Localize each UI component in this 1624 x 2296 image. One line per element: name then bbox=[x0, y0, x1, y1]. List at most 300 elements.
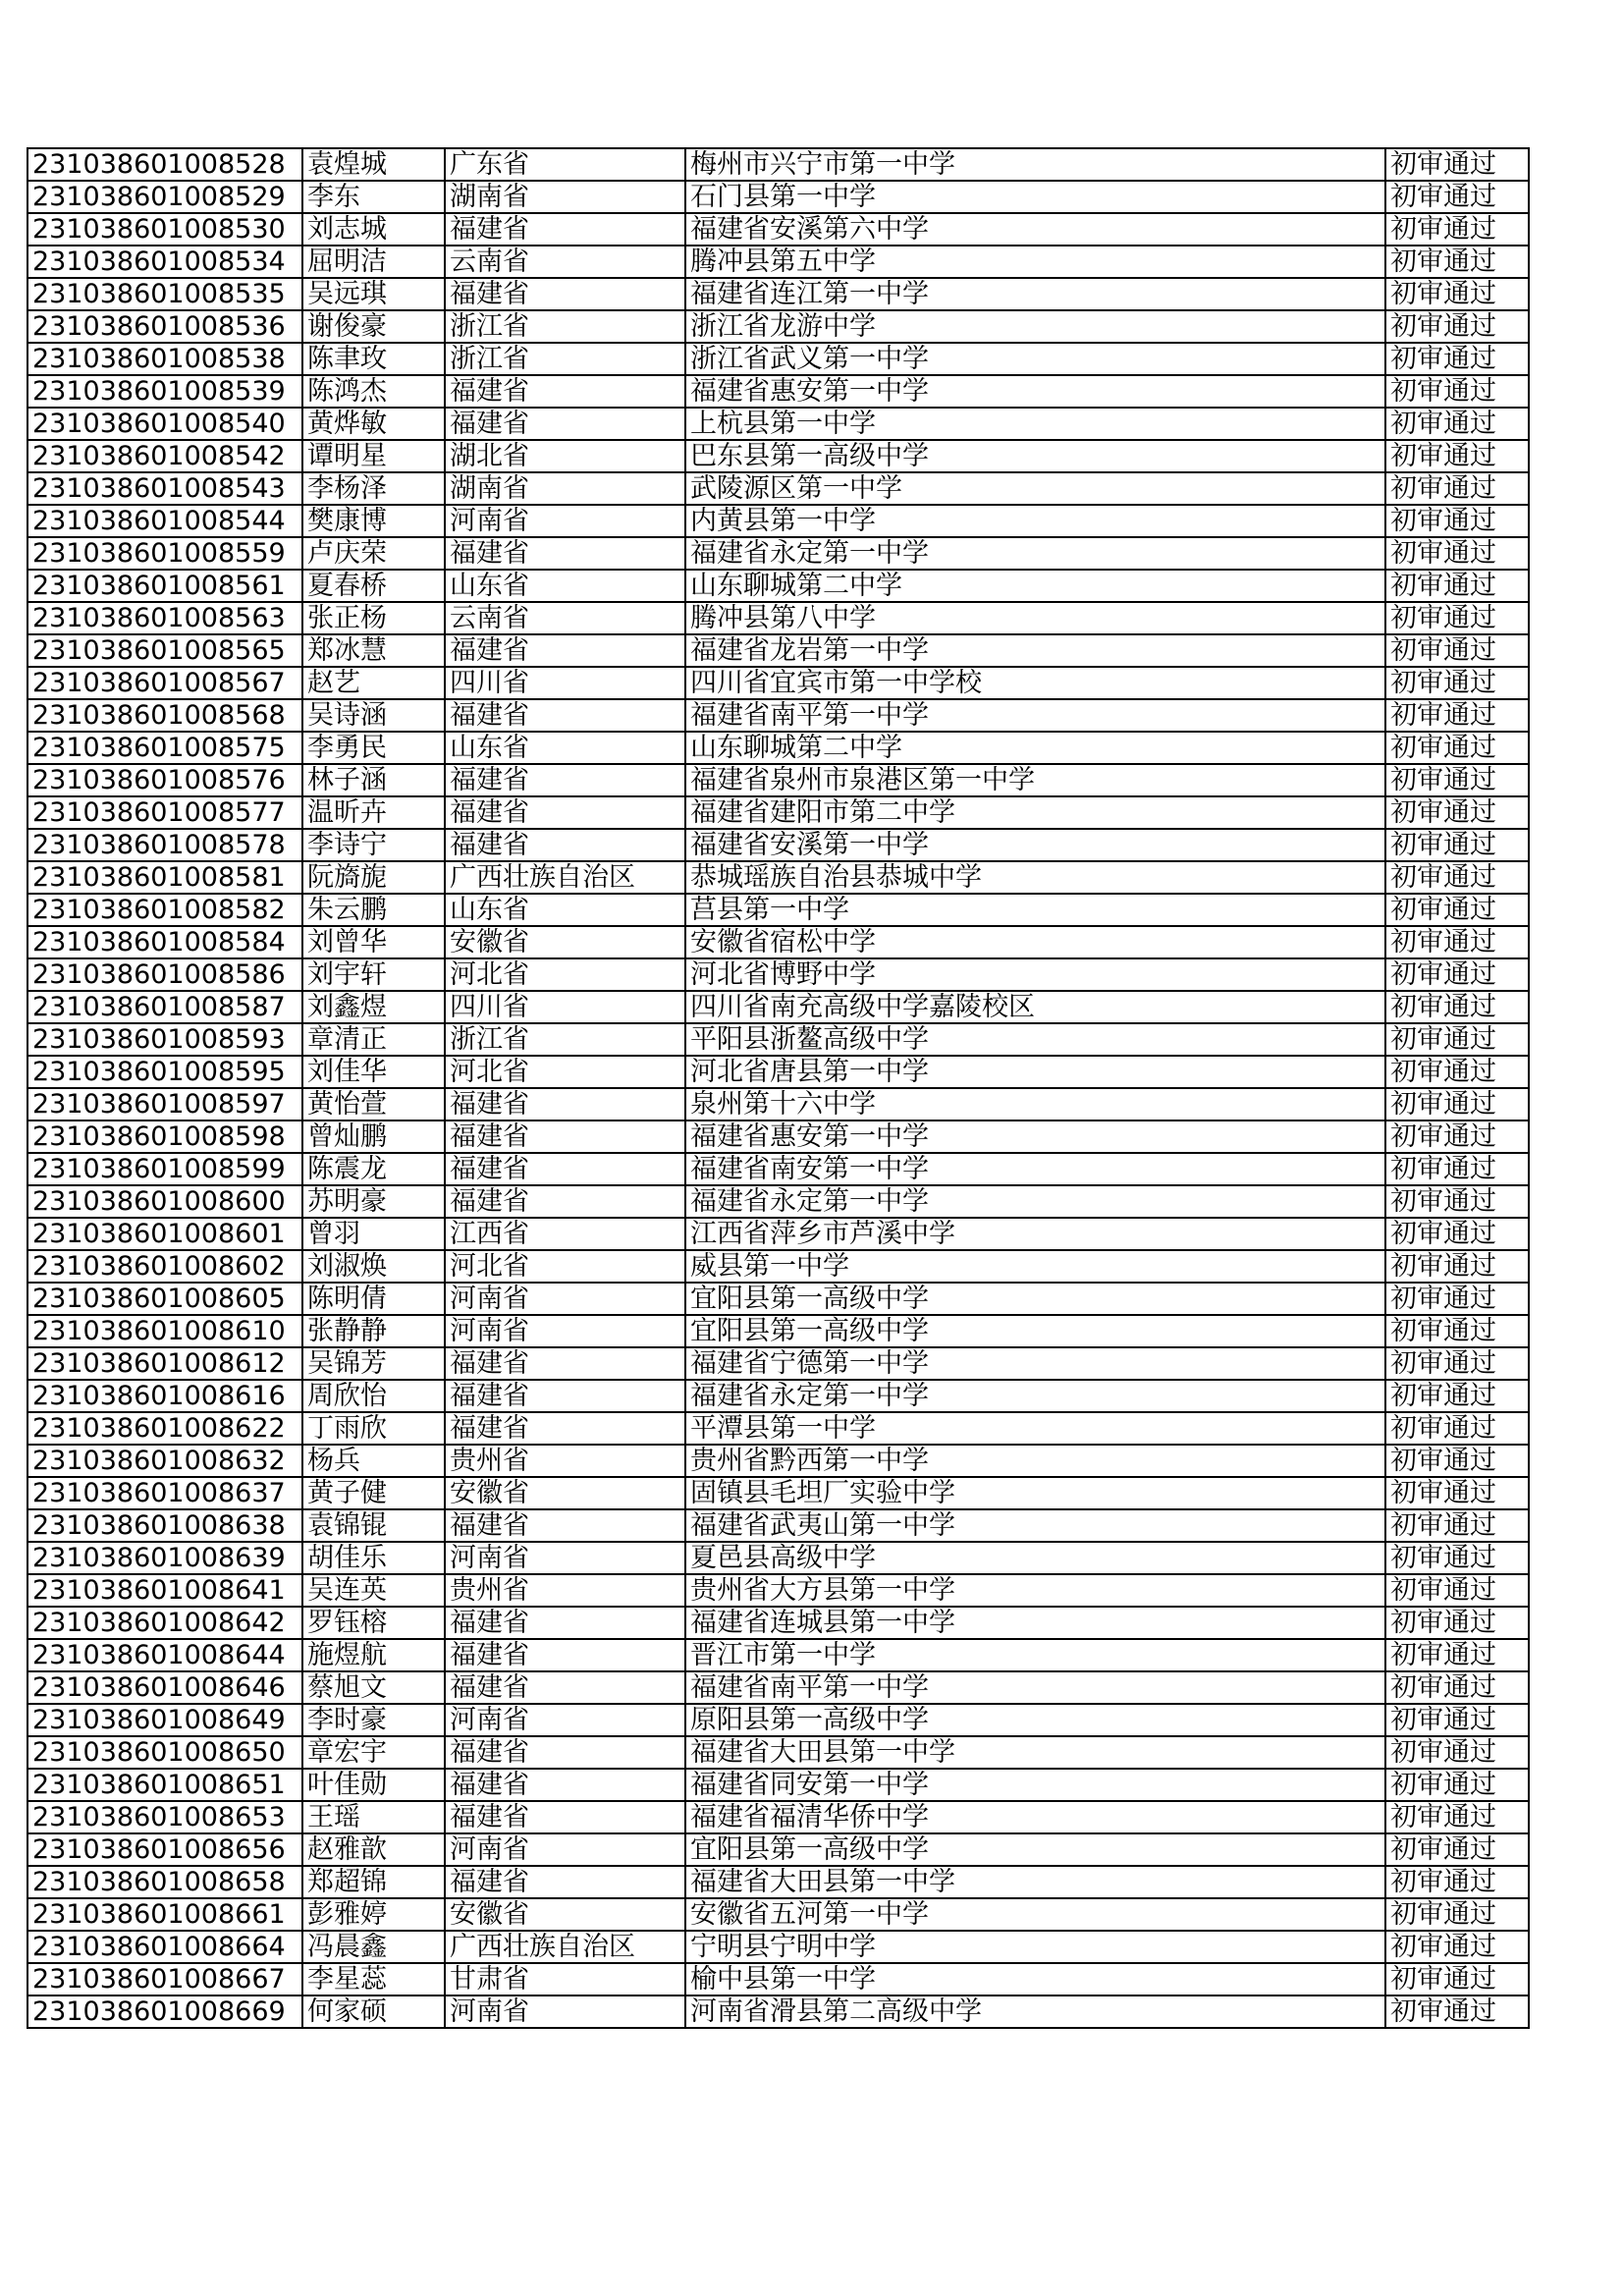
applicant-id-cell: 231038601008653 bbox=[27, 1801, 302, 1833]
table-row bbox=[27, 1088, 1529, 1121]
review-status-cell: 初审通过 bbox=[1385, 1995, 1529, 2028]
province-cell: 云南省 bbox=[445, 246, 685, 278]
table-row bbox=[27, 1704, 1529, 1736]
applicant-id-cell: 231038601008649 bbox=[27, 1704, 302, 1736]
school-cell: 福建省泉州市泉港区第一中学 bbox=[685, 764, 1385, 796]
name-cell: 蔡旭文 bbox=[302, 1671, 445, 1704]
school-cell: 福建省惠安第一中学 bbox=[685, 375, 1385, 408]
name-cell: 李勇民 bbox=[302, 732, 445, 764]
review-status-cell: 初审通过 bbox=[1385, 1671, 1529, 1704]
table-row bbox=[27, 1542, 1529, 1574]
review-status-cell: 初审通过 bbox=[1385, 1769, 1529, 1801]
school-cell: 腾冲县第五中学 bbox=[685, 246, 1385, 278]
name-cell: 曾灿鹏 bbox=[302, 1121, 445, 1153]
table-row bbox=[27, 148, 1529, 181]
province-cell: 福建省 bbox=[445, 1347, 685, 1380]
school-cell: 浙江省龙游中学 bbox=[685, 310, 1385, 343]
applicant-id-cell: 231038601008661 bbox=[27, 1898, 302, 1931]
review-status-cell: 初审通过 bbox=[1385, 991, 1529, 1023]
province-cell: 江西省 bbox=[445, 1218, 685, 1250]
review-status-cell: 初审通过 bbox=[1385, 1250, 1529, 1283]
review-status-cell: 初审通过 bbox=[1385, 213, 1529, 246]
applicant-id-cell: 231038601008575 bbox=[27, 732, 302, 764]
table-row bbox=[27, 1380, 1529, 1412]
table-row bbox=[27, 440, 1529, 472]
school-cell: 福建省大田县第一中学 bbox=[685, 1866, 1385, 1898]
name-cell: 吴连英 bbox=[302, 1574, 445, 1607]
name-cell: 屈明洁 bbox=[302, 246, 445, 278]
table-row bbox=[27, 1056, 1529, 1088]
school-cell: 福建省惠安第一中学 bbox=[685, 1121, 1385, 1153]
review-status-cell: 初审通过 bbox=[1385, 278, 1529, 310]
name-cell: 赵雅歆 bbox=[302, 1833, 445, 1866]
school-cell: 平潭县第一中学 bbox=[685, 1412, 1385, 1445]
review-status-cell: 初审通过 bbox=[1385, 829, 1529, 861]
table-row bbox=[27, 1866, 1529, 1898]
province-cell: 福建省 bbox=[445, 1509, 685, 1542]
applicant-id-cell: 231038601008598 bbox=[27, 1121, 302, 1153]
school-cell: 四川省南充高级中学嘉陵校区 bbox=[685, 991, 1385, 1023]
review-status-cell: 初审通过 bbox=[1385, 440, 1529, 472]
applicant-id-cell: 231038601008539 bbox=[27, 375, 302, 408]
school-cell: 石门县第一中学 bbox=[685, 181, 1385, 213]
applicant-id-cell: 231038601008646 bbox=[27, 1671, 302, 1704]
school-cell: 福建省连江第一中学 bbox=[685, 278, 1385, 310]
applicant-id-cell: 231038601008577 bbox=[27, 796, 302, 829]
province-cell: 福建省 bbox=[445, 1801, 685, 1833]
applicant-id-cell: 231038601008642 bbox=[27, 1607, 302, 1639]
table-row bbox=[27, 375, 1529, 408]
review-status-cell: 初审通过 bbox=[1385, 1088, 1529, 1121]
applicant-id-cell: 231038601008567 bbox=[27, 667, 302, 699]
table-row bbox=[27, 1671, 1529, 1704]
table-row bbox=[27, 570, 1529, 602]
applicant-id-cell: 231038601008595 bbox=[27, 1056, 302, 1088]
name-cell: 黄怡萱 bbox=[302, 1088, 445, 1121]
applicant-id-cell: 231038601008565 bbox=[27, 634, 302, 667]
table-row bbox=[27, 1185, 1529, 1218]
province-cell: 福建省 bbox=[445, 1412, 685, 1445]
review-status-cell: 初审通过 bbox=[1385, 1542, 1529, 1574]
name-cell: 吴诗涵 bbox=[302, 699, 445, 732]
review-status-cell: 初审通过 bbox=[1385, 667, 1529, 699]
province-cell: 福建省 bbox=[445, 829, 685, 861]
table-row bbox=[27, 861, 1529, 894]
province-cell: 福建省 bbox=[445, 1185, 685, 1218]
school-cell: 四川省宜宾市第一中学校 bbox=[685, 667, 1385, 699]
name-cell: 袁锦锟 bbox=[302, 1509, 445, 1542]
name-cell: 苏明豪 bbox=[302, 1185, 445, 1218]
review-status-cell: 初审通过 bbox=[1385, 1704, 1529, 1736]
applicant-id-cell: 231038601008651 bbox=[27, 1769, 302, 1801]
school-cell: 榆中县第一中学 bbox=[685, 1963, 1385, 1995]
school-cell: 腾冲县第八中学 bbox=[685, 602, 1385, 634]
table-row bbox=[27, 894, 1529, 926]
name-cell: 郑超锦 bbox=[302, 1866, 445, 1898]
school-cell: 河北省博野中学 bbox=[685, 958, 1385, 991]
applicant-id-cell: 231038601008534 bbox=[27, 246, 302, 278]
school-cell: 福建省安溪第一中学 bbox=[685, 829, 1385, 861]
applicant-id-cell: 231038601008602 bbox=[27, 1250, 302, 1283]
province-cell: 浙江省 bbox=[445, 310, 685, 343]
school-cell: 福建省建阳市第二中学 bbox=[685, 796, 1385, 829]
review-status-cell: 初审通过 bbox=[1385, 926, 1529, 958]
province-cell: 湖南省 bbox=[445, 181, 685, 213]
province-cell: 广东省 bbox=[445, 148, 685, 181]
review-status-cell: 初审通过 bbox=[1385, 1477, 1529, 1509]
applicant-id-cell: 231038601008540 bbox=[27, 408, 302, 440]
table-row bbox=[27, 1153, 1529, 1185]
applicant-id-cell: 231038601008576 bbox=[27, 764, 302, 796]
table-row bbox=[27, 699, 1529, 732]
applicant-id-cell: 231038601008529 bbox=[27, 181, 302, 213]
school-cell: 晋江市第一中学 bbox=[685, 1639, 1385, 1671]
school-cell: 固镇县毛坦厂实验中学 bbox=[685, 1477, 1385, 1509]
province-cell: 福建省 bbox=[445, 1380, 685, 1412]
name-cell: 卢庆荣 bbox=[302, 537, 445, 570]
school-cell: 福建省宁德第一中学 bbox=[685, 1347, 1385, 1380]
name-cell: 章宏宇 bbox=[302, 1736, 445, 1769]
review-status-cell: 初审通过 bbox=[1385, 1607, 1529, 1639]
table-row bbox=[27, 1963, 1529, 1995]
applicant-id-cell: 231038601008563 bbox=[27, 602, 302, 634]
table-row bbox=[27, 958, 1529, 991]
school-cell: 巴东县第一高级中学 bbox=[685, 440, 1385, 472]
name-cell: 曾羽 bbox=[302, 1218, 445, 1250]
applicant-id-cell: 231038601008586 bbox=[27, 958, 302, 991]
school-cell: 宜阳县第一高级中学 bbox=[685, 1283, 1385, 1315]
review-status-cell: 初审通过 bbox=[1385, 764, 1529, 796]
table-row bbox=[27, 1736, 1529, 1769]
school-cell: 上杭县第一中学 bbox=[685, 408, 1385, 440]
review-status-cell: 初审通过 bbox=[1385, 1347, 1529, 1380]
province-cell: 河南省 bbox=[445, 1833, 685, 1866]
name-cell: 吴远琪 bbox=[302, 278, 445, 310]
applicant-id-cell: 231038601008584 bbox=[27, 926, 302, 958]
table-row bbox=[27, 1477, 1529, 1509]
school-cell: 山东聊城第二中学 bbox=[685, 732, 1385, 764]
review-status-cell: 初审通过 bbox=[1385, 343, 1529, 375]
province-cell: 河北省 bbox=[445, 1056, 685, 1088]
school-cell: 内黄县第一中学 bbox=[685, 505, 1385, 537]
applicant-id-cell: 231038601008616 bbox=[27, 1380, 302, 1412]
name-cell: 黄子健 bbox=[302, 1477, 445, 1509]
applicant-id-cell: 231038601008593 bbox=[27, 1023, 302, 1056]
province-cell: 福建省 bbox=[445, 1866, 685, 1898]
review-status-cell: 初审通过 bbox=[1385, 375, 1529, 408]
table-row bbox=[27, 278, 1529, 310]
table-row bbox=[27, 634, 1529, 667]
name-cell: 樊康博 bbox=[302, 505, 445, 537]
school-cell: 浙江省武义第一中学 bbox=[685, 343, 1385, 375]
name-cell: 章清正 bbox=[302, 1023, 445, 1056]
applicant-id-cell: 231038601008597 bbox=[27, 1088, 302, 1121]
table-row bbox=[27, 1347, 1529, 1380]
school-cell: 福建省同安第一中学 bbox=[685, 1769, 1385, 1801]
applicant-id-cell: 231038601008535 bbox=[27, 278, 302, 310]
applicant-id-cell: 231038601008561 bbox=[27, 570, 302, 602]
school-cell: 平阳县浙鳌高级中学 bbox=[685, 1023, 1385, 1056]
name-cell: 陈聿玫 bbox=[302, 343, 445, 375]
province-cell: 河南省 bbox=[445, 505, 685, 537]
school-cell: 福建省福清华侨中学 bbox=[685, 1801, 1385, 1833]
applicant-id-cell: 231038601008664 bbox=[27, 1931, 302, 1963]
review-status-cell: 初审通过 bbox=[1385, 472, 1529, 505]
school-cell: 河南省滑县第二高级中学 bbox=[685, 1995, 1385, 2028]
review-status-cell: 初审通过 bbox=[1385, 1445, 1529, 1477]
school-cell: 恭城瑶族自治县恭城中学 bbox=[685, 861, 1385, 894]
table-row bbox=[27, 343, 1529, 375]
applicant-id-cell: 231038601008543 bbox=[27, 472, 302, 505]
province-cell: 安徽省 bbox=[445, 1898, 685, 1931]
applicant-id-cell: 231038601008528 bbox=[27, 148, 302, 181]
name-cell: 周欣怡 bbox=[302, 1380, 445, 1412]
name-cell: 李东 bbox=[302, 181, 445, 213]
province-cell: 福建省 bbox=[445, 1121, 685, 1153]
table-row bbox=[27, 829, 1529, 861]
province-cell: 贵州省 bbox=[445, 1445, 685, 1477]
review-status-cell: 初审通过 bbox=[1385, 1509, 1529, 1542]
applicant-id-cell: 231038601008669 bbox=[27, 1995, 302, 2028]
applicant-id-cell: 231038601008578 bbox=[27, 829, 302, 861]
review-status-cell: 初审通过 bbox=[1385, 1185, 1529, 1218]
name-cell: 吴锦芳 bbox=[302, 1347, 445, 1380]
table-row bbox=[27, 1121, 1529, 1153]
name-cell: 杨兵 bbox=[302, 1445, 445, 1477]
name-cell: 李杨泽 bbox=[302, 472, 445, 505]
province-cell: 山东省 bbox=[445, 894, 685, 926]
applicant-id-cell: 231038601008612 bbox=[27, 1347, 302, 1380]
review-status-cell: 初审通过 bbox=[1385, 408, 1529, 440]
review-status-cell: 初审通过 bbox=[1385, 732, 1529, 764]
review-status-cell: 初审通过 bbox=[1385, 699, 1529, 732]
table-row bbox=[27, 1445, 1529, 1477]
applicant-id-cell: 231038601008559 bbox=[27, 537, 302, 570]
applicant-id-cell: 231038601008530 bbox=[27, 213, 302, 246]
province-cell: 福建省 bbox=[445, 1607, 685, 1639]
school-cell: 原阳县第一高级中学 bbox=[685, 1704, 1385, 1736]
table-row bbox=[27, 505, 1529, 537]
province-cell: 安徽省 bbox=[445, 1477, 685, 1509]
name-cell: 胡佳乐 bbox=[302, 1542, 445, 1574]
applicant-id-cell: 231038601008644 bbox=[27, 1639, 302, 1671]
school-cell: 福建省大田县第一中学 bbox=[685, 1736, 1385, 1769]
province-cell: 广西壮族自治区 bbox=[445, 861, 685, 894]
name-cell: 陈震龙 bbox=[302, 1153, 445, 1185]
table-row bbox=[27, 1898, 1529, 1931]
school-cell: 福建省武夷山第一中学 bbox=[685, 1509, 1385, 1542]
province-cell: 河南省 bbox=[445, 1542, 685, 1574]
table-row bbox=[27, 1833, 1529, 1866]
name-cell: 何家硕 bbox=[302, 1995, 445, 2028]
applicant-id-cell: 231038601008568 bbox=[27, 699, 302, 732]
province-cell: 福建省 bbox=[445, 1088, 685, 1121]
table-row bbox=[27, 732, 1529, 764]
applicant-id-cell: 231038601008667 bbox=[27, 1963, 302, 1995]
table-row bbox=[27, 1250, 1529, 1283]
table-row bbox=[27, 1412, 1529, 1445]
province-cell: 福建省 bbox=[445, 796, 685, 829]
table-row bbox=[27, 213, 1529, 246]
applicant-id-cell: 231038601008587 bbox=[27, 991, 302, 1023]
province-cell: 湖南省 bbox=[445, 472, 685, 505]
table-row bbox=[27, 246, 1529, 278]
school-cell: 武陵源区第一中学 bbox=[685, 472, 1385, 505]
school-cell: 夏邑县高级中学 bbox=[685, 1542, 1385, 1574]
school-cell: 贵州省大方县第一中学 bbox=[685, 1574, 1385, 1607]
province-cell: 河南省 bbox=[445, 1995, 685, 2028]
province-cell: 福建省 bbox=[445, 278, 685, 310]
province-cell: 河北省 bbox=[445, 1250, 685, 1283]
review-status-cell: 初审通过 bbox=[1385, 181, 1529, 213]
review-status-cell: 初审通过 bbox=[1385, 1315, 1529, 1347]
school-cell: 莒县第一中学 bbox=[685, 894, 1385, 926]
table-row bbox=[27, 472, 1529, 505]
review-status-cell: 初审通过 bbox=[1385, 602, 1529, 634]
province-cell: 福建省 bbox=[445, 408, 685, 440]
review-status-cell: 初审通过 bbox=[1385, 796, 1529, 829]
table-row bbox=[27, 991, 1529, 1023]
table-row bbox=[27, 926, 1529, 958]
name-cell: 冯晨鑫 bbox=[302, 1931, 445, 1963]
school-cell: 河北省唐县第一中学 bbox=[685, 1056, 1385, 1088]
review-status-cell: 初审通过 bbox=[1385, 1023, 1529, 1056]
review-status-cell: 初审通过 bbox=[1385, 1866, 1529, 1898]
table-row bbox=[27, 1769, 1529, 1801]
review-status-cell: 初审通过 bbox=[1385, 1218, 1529, 1250]
province-cell: 福建省 bbox=[445, 634, 685, 667]
table-row bbox=[27, 1995, 1529, 2028]
review-status-cell: 初审通过 bbox=[1385, 1283, 1529, 1315]
name-cell: 阮旖旎 bbox=[302, 861, 445, 894]
applicant-id-cell: 231038601008605 bbox=[27, 1283, 302, 1315]
applicant-id-cell: 231038601008599 bbox=[27, 1153, 302, 1185]
school-cell: 安徽省五河第一中学 bbox=[685, 1898, 1385, 1931]
name-cell: 施煜航 bbox=[302, 1639, 445, 1671]
name-cell: 刘佳华 bbox=[302, 1056, 445, 1088]
province-cell: 山东省 bbox=[445, 570, 685, 602]
review-status-cell: 初审通过 bbox=[1385, 505, 1529, 537]
applicant-id-cell: 231038601008632 bbox=[27, 1445, 302, 1477]
school-cell: 泉州第十六中学 bbox=[685, 1088, 1385, 1121]
province-cell: 甘肃省 bbox=[445, 1963, 685, 1995]
school-cell: 威县第一中学 bbox=[685, 1250, 1385, 1283]
applicant-id-cell: 231038601008582 bbox=[27, 894, 302, 926]
name-cell: 袁煌城 bbox=[302, 148, 445, 181]
table-row bbox=[27, 796, 1529, 829]
school-cell: 贵州省黔西第一中学 bbox=[685, 1445, 1385, 1477]
applicant-id-cell: 231038601008600 bbox=[27, 1185, 302, 1218]
name-cell: 丁雨欣 bbox=[302, 1412, 445, 1445]
applicant-id-cell: 231038601008542 bbox=[27, 440, 302, 472]
province-cell: 福建省 bbox=[445, 699, 685, 732]
name-cell: 林子涵 bbox=[302, 764, 445, 796]
school-cell: 江西省萍乡市芦溪中学 bbox=[685, 1218, 1385, 1250]
table-row bbox=[27, 602, 1529, 634]
review-status-cell: 初审通过 bbox=[1385, 1056, 1529, 1088]
province-cell: 安徽省 bbox=[445, 926, 685, 958]
province-cell: 云南省 bbox=[445, 602, 685, 634]
name-cell: 温昕卉 bbox=[302, 796, 445, 829]
name-cell: 刘淑焕 bbox=[302, 1250, 445, 1283]
name-cell: 李诗宁 bbox=[302, 829, 445, 861]
review-status-cell: 初审通过 bbox=[1385, 148, 1529, 181]
applicant-id-cell: 231038601008650 bbox=[27, 1736, 302, 1769]
name-cell: 刘曾华 bbox=[302, 926, 445, 958]
school-cell: 福建省南安第一中学 bbox=[685, 1153, 1385, 1185]
province-cell: 四川省 bbox=[445, 667, 685, 699]
province-cell: 河南省 bbox=[445, 1315, 685, 1347]
applicant-id-cell: 231038601008658 bbox=[27, 1866, 302, 1898]
name-cell: 叶佳勋 bbox=[302, 1769, 445, 1801]
school-cell: 山东聊城第二中学 bbox=[685, 570, 1385, 602]
applicant-id-cell: 231038601008601 bbox=[27, 1218, 302, 1250]
review-status-cell: 初审通过 bbox=[1385, 1898, 1529, 1931]
province-cell: 福建省 bbox=[445, 1736, 685, 1769]
school-cell: 安徽省宿松中学 bbox=[685, 926, 1385, 958]
applicant-id-cell: 231038601008581 bbox=[27, 861, 302, 894]
table-row bbox=[27, 667, 1529, 699]
name-cell: 彭雅婷 bbox=[302, 1898, 445, 1931]
province-cell: 山东省 bbox=[445, 732, 685, 764]
name-cell: 陈鸿杰 bbox=[302, 375, 445, 408]
school-cell: 福建省安溪第六中学 bbox=[685, 213, 1385, 246]
review-status-cell: 初审通过 bbox=[1385, 861, 1529, 894]
review-status-cell: 初审通过 bbox=[1385, 1574, 1529, 1607]
review-status-cell: 初审通过 bbox=[1385, 1736, 1529, 1769]
province-cell: 湖北省 bbox=[445, 440, 685, 472]
name-cell: 刘志城 bbox=[302, 213, 445, 246]
applicant-table bbox=[27, 147, 1530, 2029]
name-cell: 谭明星 bbox=[302, 440, 445, 472]
school-cell: 福建省连城县第一中学 bbox=[685, 1607, 1385, 1639]
applicant-id-cell: 231038601008544 bbox=[27, 505, 302, 537]
applicant-id-cell: 231038601008536 bbox=[27, 310, 302, 343]
table-row bbox=[27, 310, 1529, 343]
school-cell: 福建省永定第一中学 bbox=[685, 1380, 1385, 1412]
applicant-id-cell: 231038601008641 bbox=[27, 1574, 302, 1607]
province-cell: 福建省 bbox=[445, 1153, 685, 1185]
school-cell: 宁明县宁明中学 bbox=[685, 1931, 1385, 1963]
review-status-cell: 初审通过 bbox=[1385, 1833, 1529, 1866]
review-status-cell: 初审通过 bbox=[1385, 537, 1529, 570]
table-row bbox=[27, 1931, 1529, 1963]
review-status-cell: 初审通过 bbox=[1385, 246, 1529, 278]
province-cell: 贵州省 bbox=[445, 1574, 685, 1607]
review-status-cell: 初审通过 bbox=[1385, 1801, 1529, 1833]
name-cell: 刘宇轩 bbox=[302, 958, 445, 991]
applicant-id-cell: 231038601008538 bbox=[27, 343, 302, 375]
name-cell: 李时豪 bbox=[302, 1704, 445, 1736]
applicant-table-body bbox=[27, 148, 1529, 2028]
table-row bbox=[27, 181, 1529, 213]
applicant-id-cell: 231038601008656 bbox=[27, 1833, 302, 1866]
applicant-id-cell: 231038601008639 bbox=[27, 1542, 302, 1574]
review-status-cell: 初审通过 bbox=[1385, 1380, 1529, 1412]
name-cell: 王瑶 bbox=[302, 1801, 445, 1833]
province-cell: 四川省 bbox=[445, 991, 685, 1023]
school-cell: 福建省永定第一中学 bbox=[685, 537, 1385, 570]
province-cell: 浙江省 bbox=[445, 1023, 685, 1056]
applicant-id-cell: 231038601008637 bbox=[27, 1477, 302, 1509]
name-cell: 陈明倩 bbox=[302, 1283, 445, 1315]
province-cell: 福建省 bbox=[445, 213, 685, 246]
review-status-cell: 初审通过 bbox=[1385, 1153, 1529, 1185]
school-cell: 福建省南平第一中学 bbox=[685, 1671, 1385, 1704]
school-cell: 福建省南平第一中学 bbox=[685, 699, 1385, 732]
school-cell: 福建省龙岩第一中学 bbox=[685, 634, 1385, 667]
review-status-cell: 初审通过 bbox=[1385, 894, 1529, 926]
